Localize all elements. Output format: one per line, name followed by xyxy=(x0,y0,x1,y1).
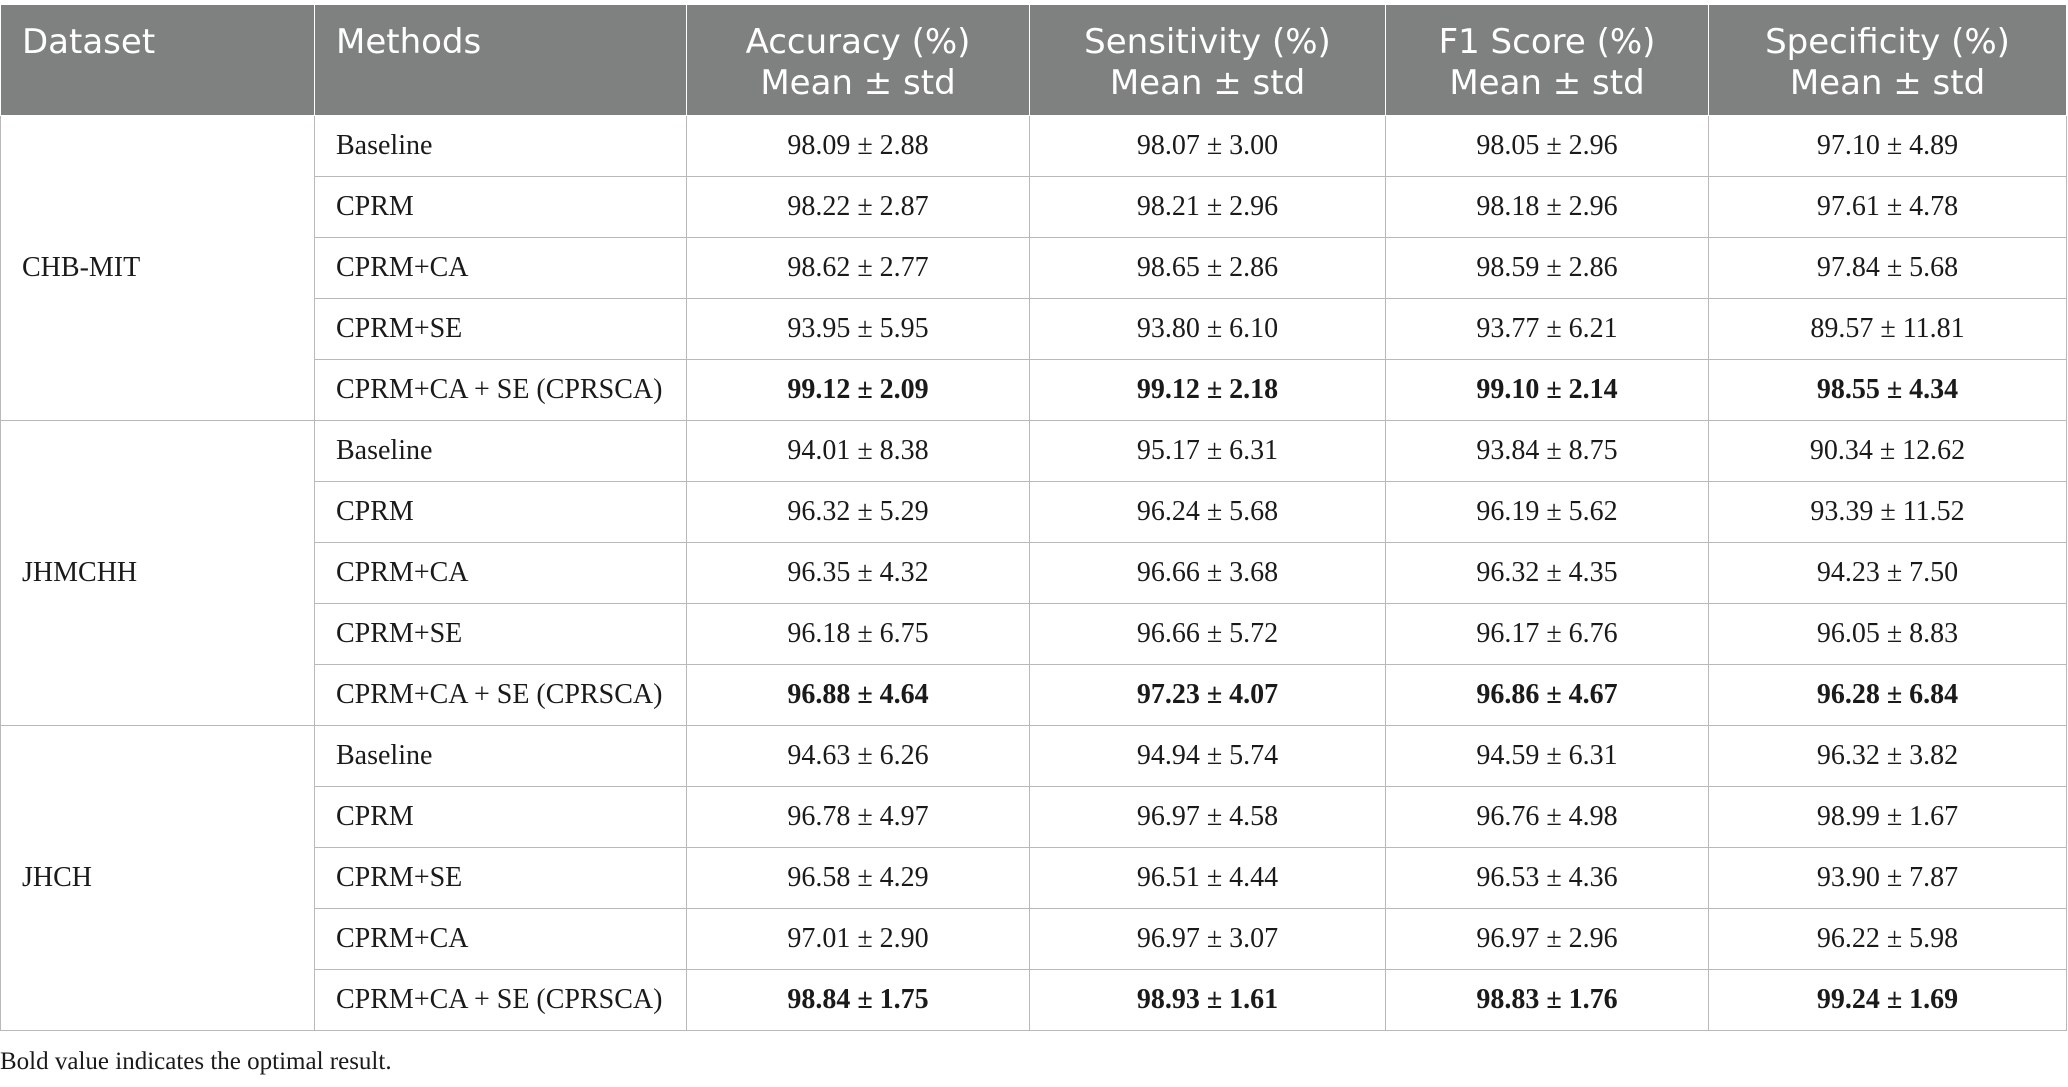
method-cell: CPRM+CA + SE (CPRSCA) xyxy=(315,970,687,1031)
sensitivity-cell: 96.66 ± 5.72 xyxy=(1030,604,1386,665)
specificity-cell: 98.99 ± 1.67 xyxy=(1709,787,2067,848)
sensitivity-cell: 96.24 ± 5.68 xyxy=(1030,482,1386,543)
accuracy-cell: 99.12 ± 2.09 xyxy=(687,360,1030,421)
method-cell: Baseline xyxy=(315,421,687,482)
method-cell: CPRM+SE xyxy=(315,848,687,909)
f1-cell: 93.77 ± 6.21 xyxy=(1386,299,1709,360)
method-cell: CPRM+CA + SE (CPRSCA) xyxy=(315,360,687,421)
f1-cell: 96.53 ± 4.36 xyxy=(1386,848,1709,909)
table-row xyxy=(1,421,2067,482)
table-row xyxy=(1,726,2067,787)
header-f1-score: F1 Score (%) Mean ± std xyxy=(1386,5,1709,116)
specificity-cell: 96.05 ± 8.83 xyxy=(1709,604,2067,665)
specificity-cell: 93.39 ± 11.52 xyxy=(1709,482,2067,543)
accuracy-cell: 96.32 ± 5.29 xyxy=(687,482,1030,543)
method-cell: CPRM+CA + SE (CPRSCA) xyxy=(315,665,687,726)
dataset-cell: CHB-MIT xyxy=(1,116,315,421)
f1-cell: 96.76 ± 4.98 xyxy=(1386,787,1709,848)
dataset-cell: JHCH xyxy=(1,726,315,1031)
accuracy-cell: 96.18 ± 6.75 xyxy=(687,604,1030,665)
sensitivity-cell: 96.66 ± 3.68 xyxy=(1030,543,1386,604)
f1-cell: 94.59 ± 6.31 xyxy=(1386,726,1709,787)
specificity-cell: 96.28 ± 6.84 xyxy=(1709,665,2067,726)
method-cell: Baseline xyxy=(315,116,687,177)
accuracy-cell: 94.63 ± 6.26 xyxy=(687,726,1030,787)
accuracy-cell: 96.35 ± 4.32 xyxy=(687,543,1030,604)
f1-cell: 96.86 ± 4.67 xyxy=(1386,665,1709,726)
f1-cell: 96.97 ± 2.96 xyxy=(1386,909,1709,970)
results-table-container xyxy=(0,4,2068,1031)
specificity-cell: 97.10 ± 4.89 xyxy=(1709,116,2067,177)
f1-cell: 98.18 ± 2.96 xyxy=(1386,177,1709,238)
accuracy-cell: 96.78 ± 4.97 xyxy=(687,787,1030,848)
f1-cell: 96.19 ± 5.62 xyxy=(1386,482,1709,543)
table-footnote: Bold value indicates the optimal result. xyxy=(0,1048,392,1075)
f1-cell: 98.83 ± 1.76 xyxy=(1386,970,1709,1031)
method-cell: CPRM xyxy=(315,482,687,543)
results-table xyxy=(0,4,2067,1031)
method-cell: CPRM+CA xyxy=(315,238,687,299)
accuracy-cell: 98.84 ± 1.75 xyxy=(687,970,1030,1031)
sensitivity-cell: 95.17 ± 6.31 xyxy=(1030,421,1386,482)
specificity-cell: 90.34 ± 12.62 xyxy=(1709,421,2067,482)
accuracy-cell: 96.58 ± 4.29 xyxy=(687,848,1030,909)
specificity-cell: 98.55 ± 4.34 xyxy=(1709,360,2067,421)
accuracy-cell: 96.88 ± 4.64 xyxy=(687,665,1030,726)
f1-cell: 93.84 ± 8.75 xyxy=(1386,421,1709,482)
header-specificity: Specificity (%) Mean ± std xyxy=(1709,5,2067,116)
specificity-cell: 89.57 ± 11.81 xyxy=(1709,299,2067,360)
f1-cell: 99.10 ± 2.14 xyxy=(1386,360,1709,421)
f1-cell: 96.32 ± 4.35 xyxy=(1386,543,1709,604)
sensitivity-cell: 98.93 ± 1.61 xyxy=(1030,970,1386,1031)
f1-cell: 96.17 ± 6.76 xyxy=(1386,604,1709,665)
table-header xyxy=(1,5,2067,116)
sensitivity-cell: 94.94 ± 5.74 xyxy=(1030,726,1386,787)
f1-cell: 98.05 ± 2.96 xyxy=(1386,116,1709,177)
method-cell: CPRM+CA xyxy=(315,909,687,970)
specificity-cell: 97.84 ± 5.68 xyxy=(1709,238,2067,299)
accuracy-cell: 98.22 ± 2.87 xyxy=(687,177,1030,238)
header-dataset: Dataset xyxy=(1,5,315,116)
sensitivity-cell: 96.97 ± 3.07 xyxy=(1030,909,1386,970)
specificity-cell: 96.22 ± 5.98 xyxy=(1709,909,2067,970)
sensitivity-cell: 96.51 ± 4.44 xyxy=(1030,848,1386,909)
dataset-cell: JHMCHH xyxy=(1,421,315,726)
sensitivity-cell: 93.80 ± 6.10 xyxy=(1030,299,1386,360)
specificity-cell: 97.61 ± 4.78 xyxy=(1709,177,2067,238)
method-cell: CPRM+CA xyxy=(315,543,687,604)
specificity-cell: 99.24 ± 1.69 xyxy=(1709,970,2067,1031)
header-accuracy: Accuracy (%) Mean ± std xyxy=(687,5,1030,116)
sensitivity-cell: 97.23 ± 4.07 xyxy=(1030,665,1386,726)
sensitivity-cell: 98.21 ± 2.96 xyxy=(1030,177,1386,238)
method-cell: CPRM xyxy=(315,177,687,238)
table-body xyxy=(1,116,2067,1031)
f1-cell: 98.59 ± 2.86 xyxy=(1386,238,1709,299)
accuracy-cell: 94.01 ± 8.38 xyxy=(687,421,1030,482)
header-methods: Methods xyxy=(315,5,687,116)
method-cell: CPRM+SE xyxy=(315,604,687,665)
table-row xyxy=(1,116,2067,177)
accuracy-cell: 98.62 ± 2.77 xyxy=(687,238,1030,299)
sensitivity-cell: 96.97 ± 4.58 xyxy=(1030,787,1386,848)
specificity-cell: 94.23 ± 7.50 xyxy=(1709,543,2067,604)
accuracy-cell: 97.01 ± 2.90 xyxy=(687,909,1030,970)
method-cell: CPRM xyxy=(315,787,687,848)
sensitivity-cell: 98.07 ± 3.00 xyxy=(1030,116,1386,177)
sensitivity-cell: 98.65 ± 2.86 xyxy=(1030,238,1386,299)
sensitivity-cell: 99.12 ± 2.18 xyxy=(1030,360,1386,421)
header-sensitivity: Sensitivity (%) Mean ± std xyxy=(1030,5,1386,116)
specificity-cell: 96.32 ± 3.82 xyxy=(1709,726,2067,787)
method-cell: Baseline xyxy=(315,726,687,787)
specificity-cell: 93.90 ± 7.87 xyxy=(1709,848,2067,909)
accuracy-cell: 93.95 ± 5.95 xyxy=(687,299,1030,360)
method-cell: CPRM+SE xyxy=(315,299,687,360)
accuracy-cell: 98.09 ± 2.88 xyxy=(687,116,1030,177)
